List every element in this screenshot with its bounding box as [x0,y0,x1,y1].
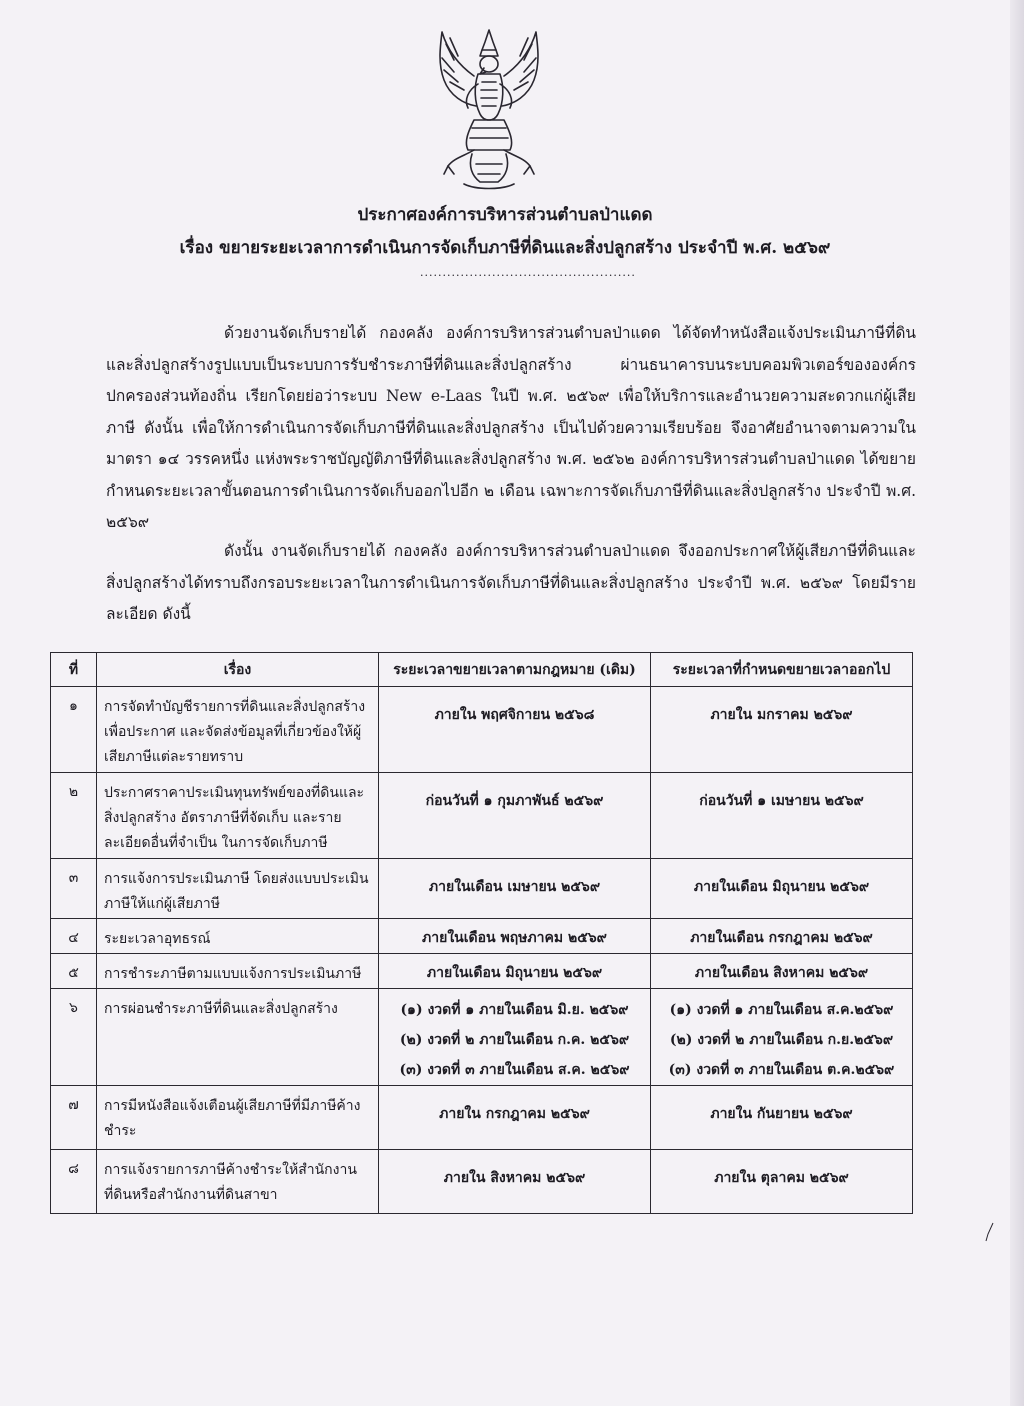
header-extended-period: ระยะเวลาที่กำหนดขยายเวลาออกไป [651,653,913,687]
row-original-period: (๑) งวดที่ ๑ ภายในเดือน มิ.ย. ๒๕๖๙ (๒) งวดที่ ๒ ภายในเดือน ก.ค. ๒๕๖๙ (๓) งวดที่ ๓ ภายในเดือน ส.ค. ๒๕๖๙ [379,989,651,1086]
table-row [51,989,913,1086]
row-original-period: ภายในเดือน เมษายน ๒๕๖๙ [379,859,651,919]
table-row [51,954,913,989]
row-extended-period: ภายในเดือน สิงหาคม ๒๕๖๙ [651,954,913,989]
row-extended-period: ภายในเดือน กรกฎาคม ๒๕๖๙ [651,919,913,954]
announcement-title: ประกาศองค์การบริหารส่วนตำบลป่าแดด [357,205,653,225]
table-row [51,773,913,859]
table-row [51,859,913,919]
row-original-period: ภายใน สิงหาคม ๒๕๖๙ [379,1150,651,1214]
title-separator: ................................................ [420,266,636,279]
pen-mark-icon [985,1222,995,1242]
row-number: ๗ [51,1086,97,1150]
row-extended-period: ภายใน มกราคม ๒๕๖๙ [651,687,913,773]
row-topic: ประกาศราคาประเมินทุนทรัพย์ของที่ดินและสิ่งปลูกสร้าง อัตราภาษีที่จัดเก็บ และรายละเอียดอื่นที่จำเป็น ในการจัดเก็บภาษี [97,773,379,859]
table-row [51,919,913,954]
table-row [51,687,913,773]
body-paragraph-1: ด้วยงานจัดเก็บรายได้ กองคลัง องค์การบริหารส่วนตำบลป่าแดด ได้จัดทำหนังสือแจ้งประเมินภาษีที่ดินและสิ่งปลูกสร้างรูปแบบเป็นระบบการรับชำระภาษีที่ดินและสิ่งปลูกสร้าง ผ่านธนาคารบนระบบคอมพิวเตอร์ขององค์กรปกครองส่วนท้องถิ่น เรียกโดยย่อว่าระบบ New e-Laas ในปี พ.ศ. ๒๕๖๙ เพื่อให้บริการและอำนวยความสะดวกแก่ผู้เสียภาษี ดังนั้น เพื่อให้การดำเนินการจัดเก็บภาษีที่ดินและสิ่งปลูกสร้าง เป็นไปด้วยความเรียบร้อย จึงอาศัยอำนาจตามความในมาตรา ๑๔ วรรคหนึ่ง แห่งพระราชบัญญัติภาษีที่ดินและสิ่งปลูกสร้าง พ.ศ. ๒๕๖๒ องค์การบริหารส่วนตำบลป่าแดด ได้ขยายกำหนดระยะเวลาขั้นตอนการดำเนินการจัดเก็บออกไปอีก ๒ เดือน เฉพาะการจัดเก็บภาษีที่ดินและสิ่งปลูกสร้าง ประจำปี พ.ศ. ๒๕๖๙ [106,324,916,531]
row-original-period: ภายในเดือน พฤษภาคม ๒๕๖๙ [379,919,651,954]
table-row [51,1150,913,1214]
row-original-period: ภายในเดือน มิถุนายน ๒๕๖๙ [379,954,651,989]
row-original-period: ภายใน พฤศจิกายน ๒๕๖๘ [379,687,651,773]
header-original-period: ระยะเวลาขยายเวลาตามกฎหมาย (เดิม) [379,653,651,687]
row-number: ๖ [51,989,97,1086]
announcement-subject: เรื่อง ขยายระยะเวลาการดำเนินการจัดเก็บภาษีที่ดินและสิ่งปลูกสร้าง ประจำปี พ.ศ. ๒๕๖๙ [179,238,831,258]
table-row [51,1086,913,1150]
row-number: ๕ [51,954,97,989]
header-topic: เรื่อง [97,653,379,687]
body-paragraph-2: ดังนั้น งานจัดเก็บรายได้ กองคลัง องค์การบริหารส่วนตำบลป่าแดด จึงออกประกาศให้ผู้เสียภาษีที่ดินและสิ่งปลูกสร้างได้ทราบถึงกรอบระยะเวลาในการดำเนินการจัดเก็บภาษีที่ดินและสิ่งปลูกสร้าง ประจำปี พ.ศ. ๒๕๖๙ โดยมีรายละเอียด ดังนี้ [106,542,916,623]
row-topic: การมีหนังสือแจ้งเตือนผู้เสียภาษีที่มีภาษีค้างชำระ [97,1086,379,1150]
row-number: ๑ [51,687,97,773]
garuda-emblem-icon [424,24,554,194]
row-topic: ระยะเวลาอุทธรณ์ [97,919,379,954]
row-extended-period: ภายใน ตุลาคม ๒๕๖๙ [651,1150,913,1214]
row-topic: การแจ้งรายการภาษีค้างชำระให้สำนักงานที่ดินหรือสำนักงานที่ดินสาขา [97,1150,379,1214]
row-extended-period: ภายใน กันยายน ๒๕๖๙ [651,1086,913,1150]
row-topic: การผ่อนชำระภาษีที่ดินและสิ่งปลูกสร้าง [97,989,379,1086]
row-extended-period: ภายในเดือน มิถุนายน ๒๕๖๙ [651,859,913,919]
table-header-row [51,653,913,687]
row-number: ๘ [51,1150,97,1214]
row-number: ๒ [51,773,97,859]
row-extended-period: (๑) งวดที่ ๑ ภายในเดือน ส.ค.๒๕๖๙ (๒) งวดที่ ๒ ภายในเดือน ก.ย.๒๕๖๙ (๓) งวดที่ ๓ ภายในเดือน ต.ค.๒๕๖๙ [651,989,913,1086]
row-original-period: ก่อนวันที่ ๑ กุมภาพันธ์ ๒๕๖๙ [379,773,651,859]
row-number: ๔ [51,919,97,954]
row-original-period: ภายใน กรกฎาคม ๒๕๖๙ [379,1086,651,1150]
row-topic: การแจ้งการประเมินภาษี โดยส่งแบบประเมินภาษีให้แก่ผู้เสียภาษี [97,859,379,919]
row-extended-period: ก่อนวันที่ ๑ เมษายน ๒๕๖๙ [651,773,913,859]
header-no: ที่ [51,653,97,687]
page-edge-shadow [1010,0,1024,1406]
row-number: ๓ [51,859,97,919]
schedule-table [50,652,913,1214]
row-topic: การชำระภาษีตามแบบแจ้งการประเมินภาษี [97,954,379,989]
row-topic: การจัดทำบัญชีรายการที่ดินและสิ่งปลูกสร้างเพื่อประกาศ และจัดส่งข้อมูลที่เกี่ยวข้องให้ผู้เสียภาษีแต่ละรายทราบ [97,687,379,773]
